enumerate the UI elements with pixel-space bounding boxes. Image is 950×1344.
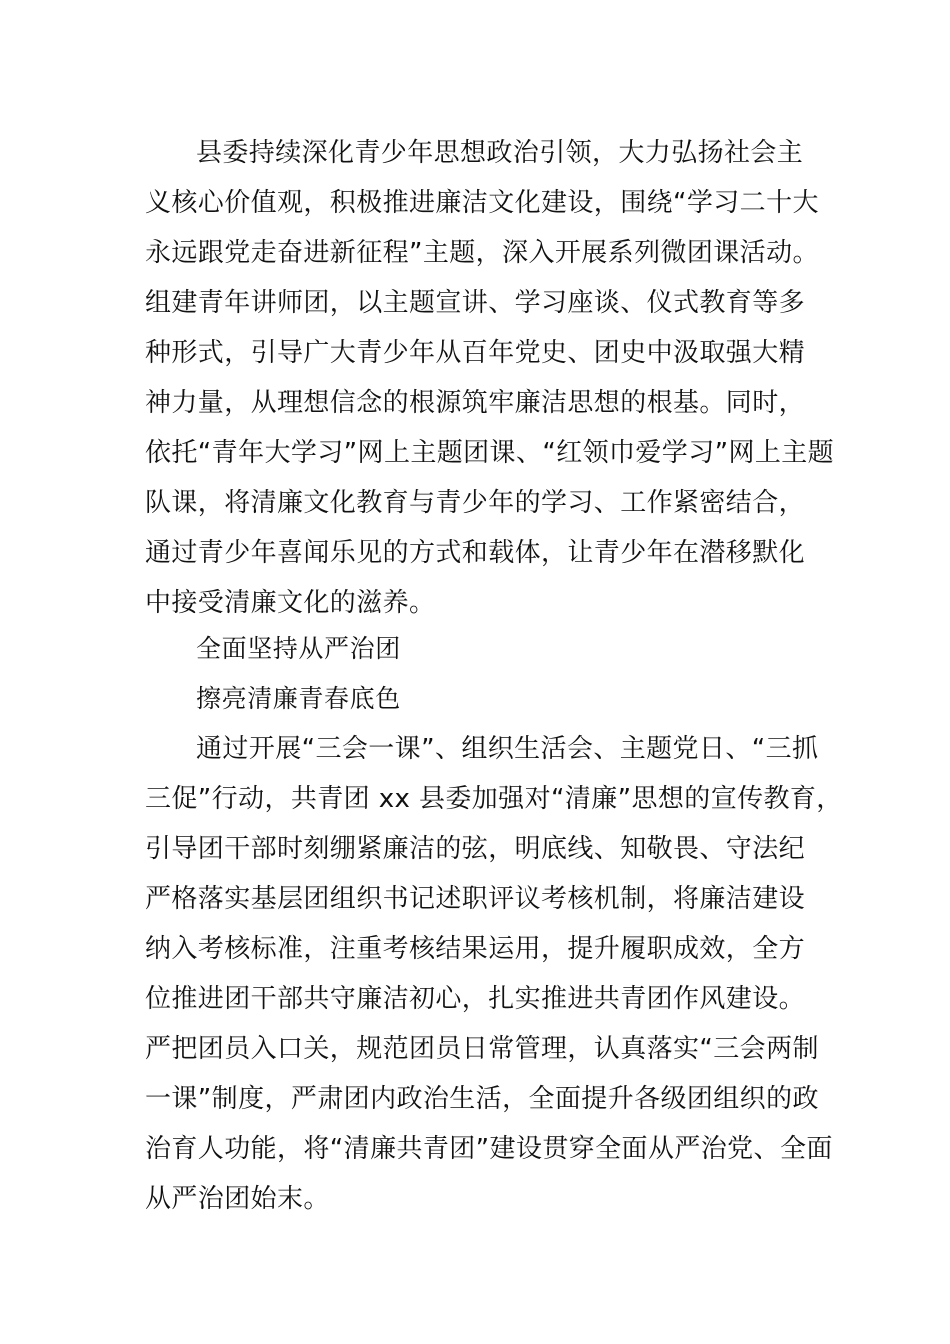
paragraph-2-line-8: 一课”制度，严肃团内政治生活，全面提升各级团组织的政 [145, 1084, 819, 1114]
paragraph-2-line-3: 引导团干部时刻绷紧廉洁的弦，明底线、知敬畏、守法纪 [145, 834, 806, 864]
paragraph-1-line-1: 县委持续深化青少年思想政治引领，大力弘扬社会主 [196, 138, 804, 168]
paragraph-1-line-10: 中接受清廉文化的滋养。 [145, 588, 436, 618]
paragraph-1-line-7: 依托“青年大学习”网上主题团课、“红领巾爱学习”网上主题 [145, 438, 835, 468]
paragraph-2-line-2: 三促”行动，共青团 xx 县委加强对“清廉”思想的宣传教育， [145, 784, 843, 814]
paragraph-1-line-2: 义核心价值观，积极推进廉洁文化建设，围绕“学习二十大 [145, 188, 819, 218]
paragraph-1-line-8: 队课，将清廉文化教育与青少年的学习、工作紧密结合， [145, 488, 806, 518]
paragraph-2-line-7: 严把团员入口关，规范团员日常管理，认真落实“三会两制 [145, 1034, 819, 1064]
section-heading-1: 全面坚持从严治团 [196, 634, 401, 663]
paragraph-2-line-9: 治育人功能，将“清廉共青团”建设贯穿全面从严治党、全面 [145, 1134, 833, 1164]
paragraph-2-line-6: 位推进团干部共守廉洁初心，扎实推进共青团作风建设。 [145, 984, 806, 1014]
paragraph-1-line-4: 组建青年讲师团，以主题宣讲、学习座谈、仪式教育等多 [145, 288, 806, 318]
paragraph-1-line-9: 通过青少年喜闻乐见的方式和载体，让青少年在潜移默化 [145, 538, 806, 568]
paragraph-2-line-5: 纳入考核标准，注重考核结果运用，提升履职成效，全方 [145, 934, 806, 964]
paragraph-2-line-10: 从严治团始末。 [145, 1184, 330, 1214]
paragraph-1-line-5: 种形式，引导广大青少年从百年党史、团史中汲取强大精 [145, 338, 806, 368]
section-heading-2: 擦亮清廉青春底色 [196, 684, 401, 713]
paragraph-1-line-6: 神力量，从理想信念的根源筑牢廉洁思想的根基。同时， [145, 388, 806, 418]
paragraph-1-line-3: 永远跟党走奋进新征程”主题，深入开展系列微团课活动。 [145, 238, 819, 268]
paragraph-2-line-4: 严格落实基层团组织书记述职评议考核机制，将廉洁建设 [145, 884, 806, 914]
paragraph-2-line-1: 通过开展“三会一课”、组织生活会、主题党日、“三抓 [196, 734, 819, 764]
